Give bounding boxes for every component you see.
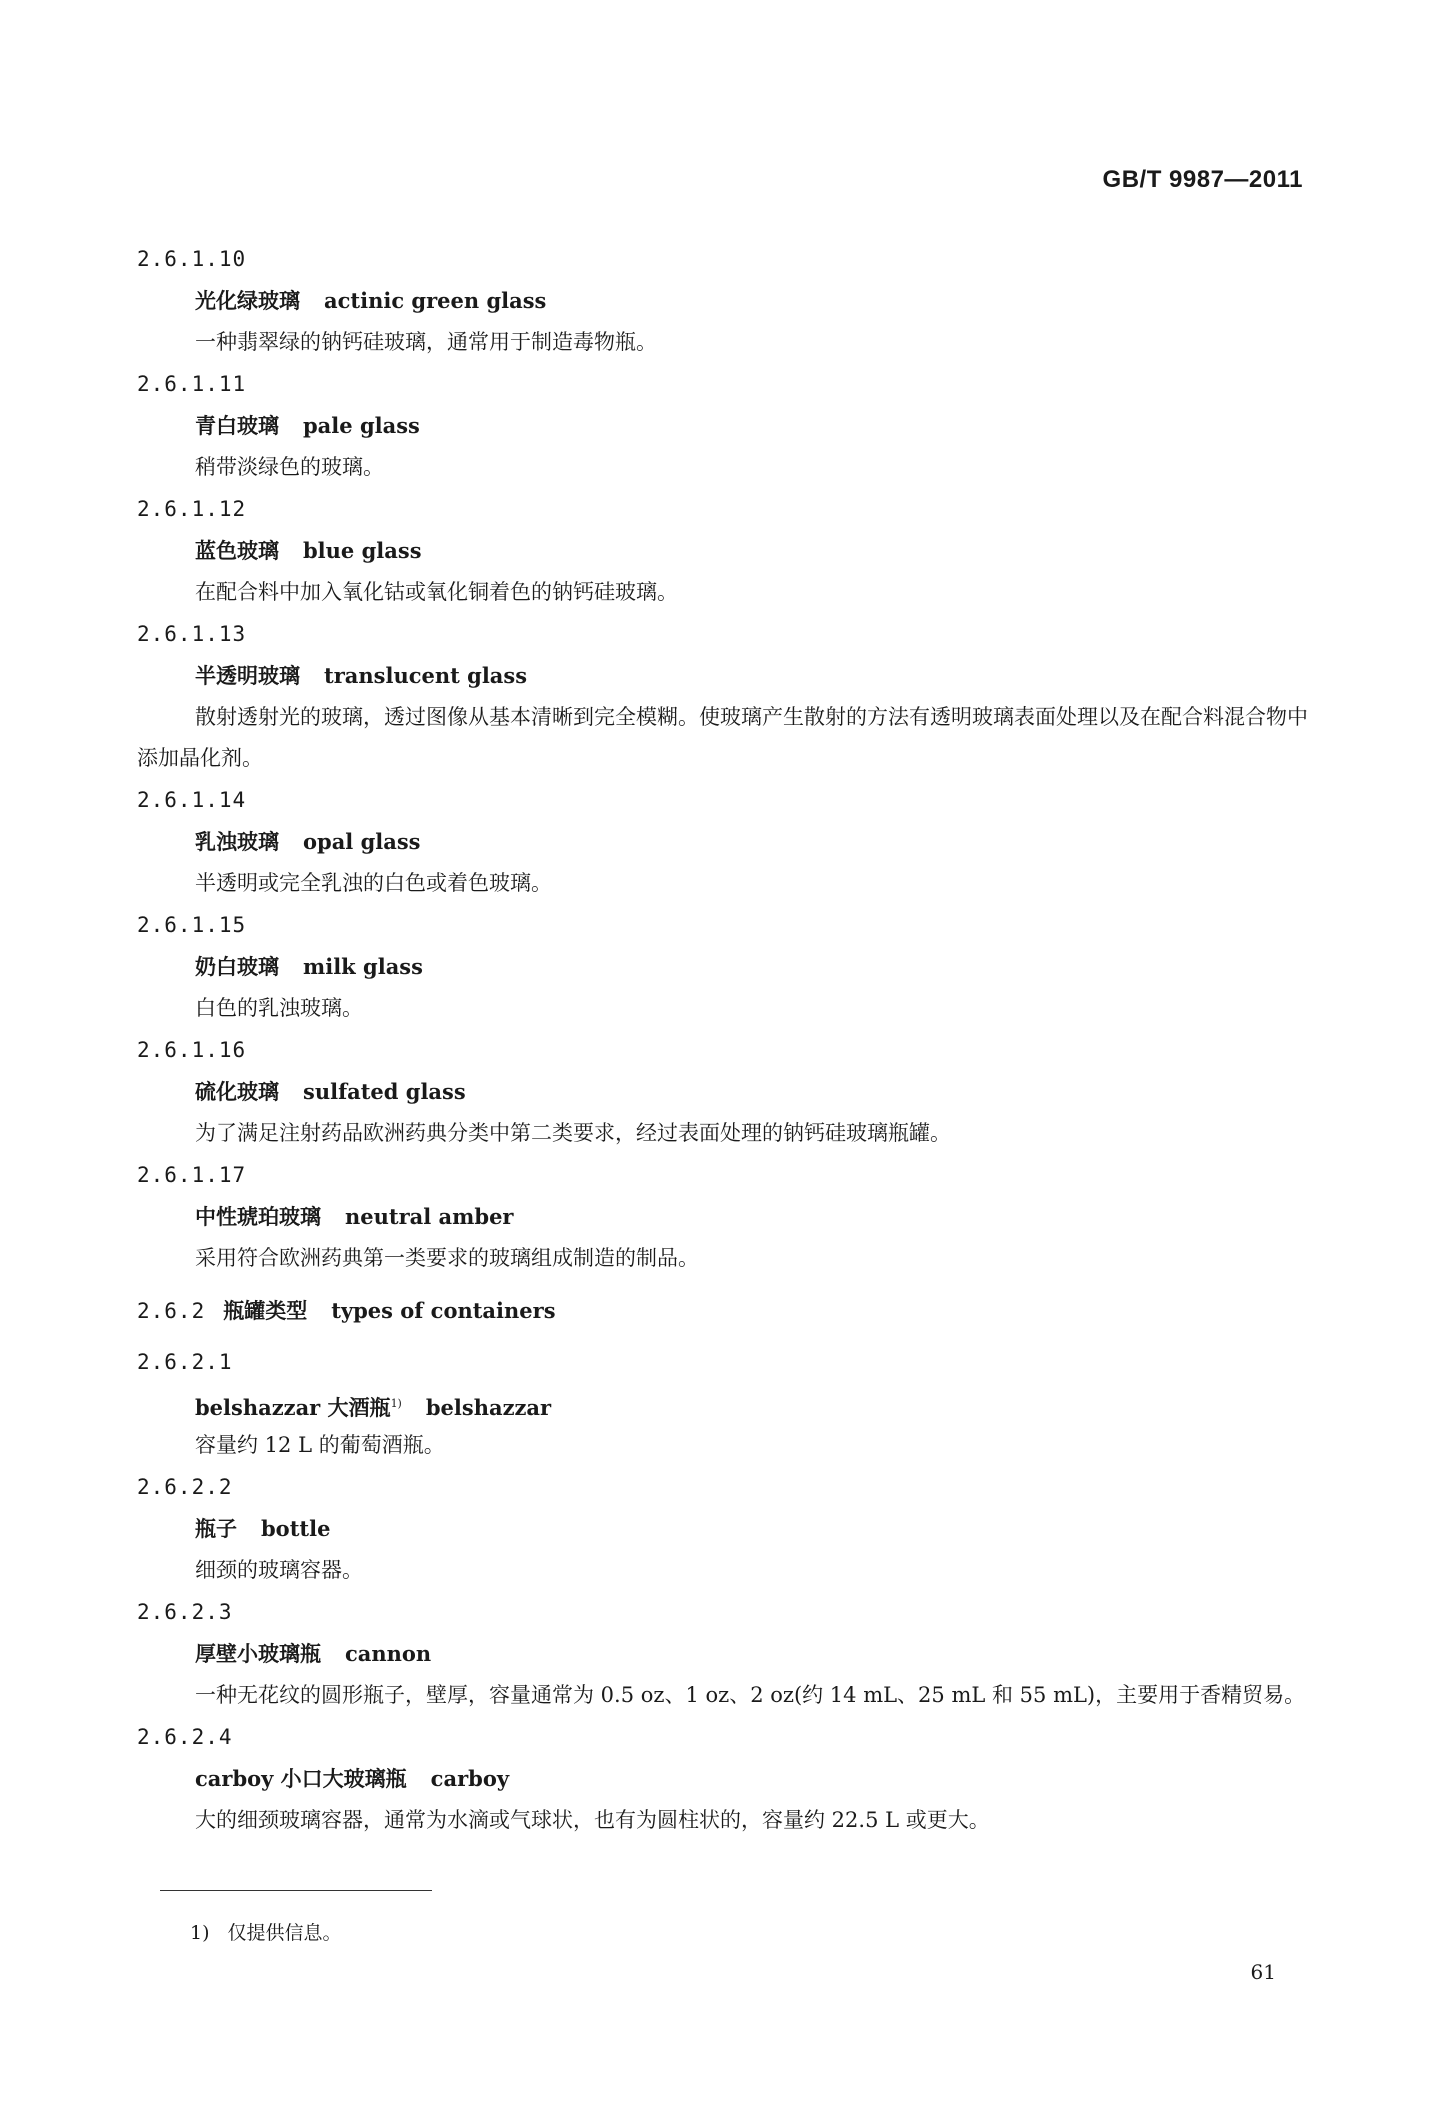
term-definition: 一种无花纹的圆形瓶子，壁厚，容量通常为 0.5 oz、1 oz、2 oz(约 14 mL、25 mL 和 55 mL)，主要用于香精贸易。 (195, 1683, 1306, 1707)
term-entry (137, 779, 1317, 904)
term-zh: 乳浊玻璃 (195, 829, 279, 854)
term-zh: 瓶子 (195, 1516, 237, 1541)
document-body (137, 238, 1317, 1841)
term-entry (137, 904, 1317, 1029)
term-entry (137, 488, 1317, 613)
footnote-divider (160, 1890, 432, 1891)
term-definition: 白色的乳浊玻璃。 (195, 996, 363, 1020)
term-heading (137, 946, 1317, 988)
term-en: pale glass (303, 413, 420, 438)
term-zh: 青白玻璃 (195, 413, 279, 438)
term-zh: 奶白玻璃 (195, 954, 279, 979)
term-definition: 为了满足注射药品欧洲药典分类中第二类要求，经过表面处理的钠钙硅玻璃瓶罐。 (195, 1121, 951, 1145)
clause-number: 2.6.1.13 (137, 622, 247, 646)
clause-number: 2.6.2.2 (137, 1475, 233, 1499)
term-definition: 大的细颈玻璃容器，通常为水滴或气球状，也有为圆柱状的，容量约 22.5 L 或更大。 (195, 1808, 990, 1832)
term-entry (137, 613, 1317, 779)
term-en: carboy (430, 1766, 510, 1791)
term-definition: 半透明或完全乳浊的白色或着色玻璃。 (195, 871, 552, 895)
term-definition: 采用符合欧洲药典第一类要求的玻璃组成制造的制品。 (195, 1246, 699, 1270)
term-entry (137, 1154, 1317, 1279)
term-definition: 散射透射光的玻璃，透过图像从基本清晰到完全模糊。使玻璃产生散射的方法有透明玻璃表面处理以及在配合料混合物中添加晶化剂。 (137, 705, 1308, 770)
term-definition: 稍带淡绿色的玻璃。 (195, 455, 384, 479)
term-en: actinic green glass (324, 288, 547, 313)
clause-number: 2.6.1.11 (137, 372, 247, 396)
footnote (190, 1918, 342, 1945)
clause-number: 2.6.1.17 (137, 1163, 247, 1187)
term-en: blue glass (303, 538, 422, 563)
term-heading (137, 530, 1317, 572)
section-heading (137, 1289, 1317, 1333)
footnote-ref: 1) (390, 1397, 402, 1410)
term-heading (137, 1383, 1317, 1425)
term-zh: carboy 小口大玻璃瓶 (195, 1766, 407, 1791)
term-en: sulfated glass (303, 1079, 466, 1104)
term-entry (137, 1029, 1317, 1154)
section-title-zh: 瓶罐类型 (223, 1298, 308, 1323)
term-heading (137, 1758, 1317, 1800)
term-heading (137, 1508, 1317, 1550)
clause-number: 2.6.2.3 (137, 1600, 233, 1624)
term-definition: 细颈的玻璃容器。 (195, 1558, 363, 1582)
section-title-en: types of containers (331, 1298, 556, 1323)
term-zh: 硫化玻璃 (195, 1079, 279, 1104)
page-number: 61 (1250, 1960, 1276, 1984)
footnote-mark: 1) (190, 1922, 210, 1944)
term-definition: 容量约 12 L 的葡萄酒瓶。 (195, 1433, 445, 1457)
clause-number: 2.6.2.4 (137, 1725, 233, 1749)
term-zh: belshazzar 大酒瓶 (195, 1395, 391, 1420)
term-entry (137, 1591, 1317, 1716)
term-heading (137, 1196, 1317, 1238)
term-entry (137, 238, 1317, 363)
clause-number: 2.6.1.15 (137, 913, 247, 937)
clause-number: 2.6.1.16 (137, 1038, 247, 1062)
section-number: 2.6.2 (137, 1299, 206, 1323)
term-entry (137, 1341, 1317, 1466)
term-en: translucent glass (324, 663, 528, 688)
term-heading (137, 405, 1317, 447)
term-heading (137, 821, 1317, 863)
term-heading (137, 1633, 1317, 1675)
term-zh: 厚壁小玻璃瓶 (195, 1641, 321, 1666)
term-en: belshazzar (425, 1395, 552, 1420)
term-entry (137, 363, 1317, 488)
clause-number: 2.6.2.1 (137, 1350, 233, 1374)
term-entry (137, 1716, 1317, 1841)
term-definition: 在配合料中加入氧化钴或氧化铜着色的钠钙硅玻璃。 (195, 580, 678, 604)
term-en: milk glass (303, 954, 423, 979)
term-definition: 一种翡翠绿的钠钙硅玻璃，通常用于制造毒物瓶。 (195, 330, 657, 354)
clause-number: 2.6.1.10 (137, 247, 247, 271)
term-en: bottle (261, 1516, 331, 1541)
term-zh: 蓝色玻璃 (195, 538, 279, 563)
term-entry (137, 1466, 1317, 1591)
term-heading (137, 1071, 1317, 1113)
footnote-text: 仅提供信息。 (227, 1922, 342, 1944)
standard-code: GB/T 9987—2011 (1102, 166, 1303, 193)
term-en: cannon (345, 1641, 432, 1666)
term-heading (137, 280, 1317, 322)
clause-number: 2.6.1.14 (137, 788, 247, 812)
term-zh: 光化绿玻璃 (195, 288, 300, 313)
term-en: opal glass (303, 829, 421, 854)
term-heading (137, 655, 1317, 697)
clause-number: 2.6.1.12 (137, 497, 247, 521)
term-en: neutral amber (345, 1204, 514, 1229)
term-zh: 中性琥珀玻璃 (195, 1204, 321, 1229)
term-zh: 半透明玻璃 (195, 663, 300, 688)
